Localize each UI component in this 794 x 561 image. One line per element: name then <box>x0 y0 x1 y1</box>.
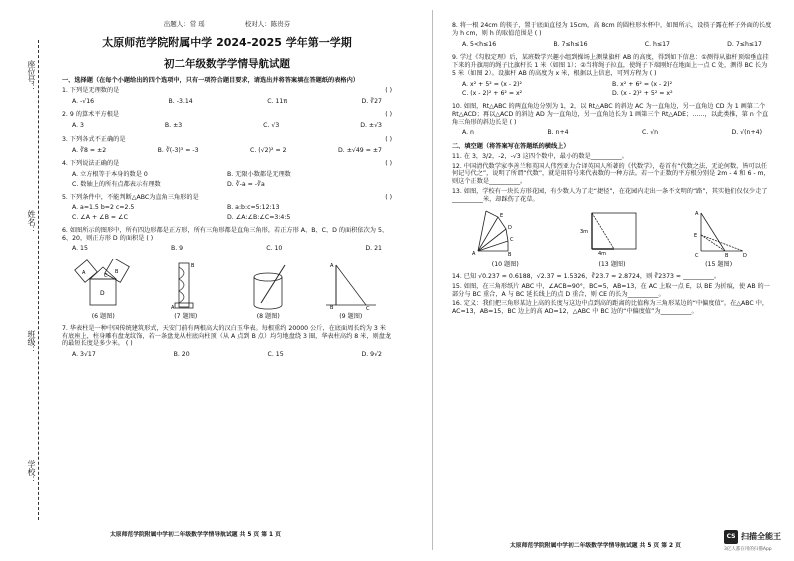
option: D. ∛-a = -∛a <box>227 180 265 188</box>
page-1-footer: 太原师范学院附属中学初二年级数学学情导航试题 共 5 页 第 1 页 <box>110 532 281 538</box>
figure-13 <box>574 207 649 257</box>
question-2: 2. 9 的算术平方根是 ( ) <box>62 111 392 119</box>
question-10: 10. 如图，Rt△ABC 的两直角边分别为 1，2，以 Rt△ABC 的斜边 AC 为一直角边，另一直角边 CD 为 1 画第二个 Rt△ACD；再以△ACD 的斜边 AD 为一直角边，另一直角边长为 1 画第三个 Rt△ADE；……，以此类推，第 n 个直角三角形的斜边长是 ( ) <box>452 103 769 126</box>
brand-name: 扫描全能王 <box>741 532 781 541</box>
label-E: E <box>499 213 503 220</box>
page-2 <box>452 20 772 318</box>
label-C: C <box>365 306 370 311</box>
question-2-options <box>62 122 392 130</box>
option: B. -3.14 <box>168 97 193 105</box>
caption: (15 题图) <box>705 261 733 269</box>
label-B: B <box>507 252 512 258</box>
option: B. 20 <box>173 351 190 358</box>
label-D: D <box>100 290 105 297</box>
option: C. ∠A + ∠B = ∠C <box>72 214 128 221</box>
option: C. 10 <box>266 245 283 253</box>
option: B. ±3 <box>164 122 183 129</box>
label-D: D <box>743 253 747 258</box>
option: B. 7≤h≤16 <box>553 40 588 48</box>
option: D. ±√3 <box>360 122 382 129</box>
question-6-options <box>62 245 392 253</box>
option: C. √3 <box>263 122 280 129</box>
question-1: 1. 下列是无理数的是 ( ) <box>62 86 392 94</box>
label-B: B <box>725 253 729 258</box>
figure-10 <box>468 207 543 257</box>
option: B. 无限小数都是无理数 <box>227 171 291 178</box>
label-B: B <box>329 305 334 311</box>
option: A. ∛8 = ±2 <box>72 146 107 154</box>
question-7-options <box>62 351 392 359</box>
option: D. ∠A:∠B:∠C=3:4:5 <box>227 214 291 221</box>
option: A. -√16 <box>72 97 95 105</box>
option: A. 5<h≤16 <box>462 40 497 48</box>
figure-captions-right <box>452 261 772 269</box>
caption: (13 题图) <box>598 261 626 269</box>
option: D. ∛27 <box>361 97 382 105</box>
figure-7 <box>151 259 221 311</box>
label-A: A <box>170 305 175 311</box>
option: D. 9√2 <box>361 351 382 358</box>
question-4-options <box>62 171 392 189</box>
reviewer: 校对人：陈贵芬 <box>244 20 291 28</box>
option: C. √n <box>641 129 659 137</box>
option: C. h≤17 <box>644 40 670 48</box>
option: B. x² + 6² = (x - 2)² <box>612 80 673 88</box>
label-C: C <box>104 273 108 279</box>
page-divider <box>432 10 433 550</box>
option: A. x² + 5² = (x - 2)² <box>462 80 522 88</box>
question-3: 3. 下列各式不正确的是 ( ) <box>62 135 392 143</box>
option: A. 3 <box>72 122 84 129</box>
exam-subtitle: 初二年级数学学情导航试题 <box>164 57 290 70</box>
exam-header <box>62 20 392 28</box>
setter: 出题人：常 瑶 <box>163 20 205 28</box>
option: D. ±√49 = ±7 <box>338 146 382 154</box>
label-A: A <box>471 251 476 258</box>
option: D. 21 <box>365 245 382 253</box>
option: D. √(n+4) <box>731 129 762 137</box>
figures-row <box>62 259 392 311</box>
label-B: B <box>115 269 119 275</box>
figures-row-right <box>452 207 772 257</box>
question-4: 4. 下列说法正确的是 ( ) <box>62 160 392 168</box>
label-A: A <box>329 263 334 269</box>
question-13: 13. 如图，学校有一块长方形花园，有少数人为了走“捷径”，在花园内走出一条不文明的“路”，其实他们仅仅少走了__________米，却踩伤了花草。 <box>452 187 768 203</box>
name-label: 姓名： <box>27 210 36 234</box>
caption: (8 题图) <box>256 313 280 320</box>
option: C. 15 <box>267 351 284 358</box>
question-15: 15. 如图，在三角形纸片 ABC 中，∠ACB=90°，BC=5，AB=13，在 AC 上取一点 E，以 BE 为折痕，使 AB 的一部分与 BC 重合，A 与 BC 延长线上的点 D 重合，则 CE 的长为__________。 <box>452 282 770 298</box>
label-B: B <box>190 263 195 269</box>
question-8-options <box>452 41 772 49</box>
question-16: 16. 定义：我们把三角形某边上高的长度与这边中点到高的距离的比值称为三角形某边的“中偏度值”。在△ABC 中，AC=13，AB=15，BC 边上的高 AD=12，△ABC 中 BC 边的“中偏度值”为__________。 <box>452 300 769 315</box>
label-D: D <box>507 225 512 232</box>
label-4m: 4m <box>598 251 607 258</box>
exam-title: 太原师范学院附属中学 2024-2025 学年第一学期 <box>102 36 352 50</box>
option: C. (√2)² = 2 <box>250 146 287 154</box>
question-12: 12. 中国清代数学家李善兰和英国人伟烈亚力合译英国人所著的《代数学》，卷首有“代数之法，无论何数，皆可以任何记号代之”，说明了所谓“代数”，就是用符号来代表数的一种方法。若一个正数的平方根分别是 2m - 4 和 6 - m，则这个正数是__________。 <box>452 162 770 185</box>
class-label: 班级： <box>27 330 36 354</box>
option: C. 11π <box>267 97 288 105</box>
option: B. n+4 <box>547 129 569 137</box>
figure-9 <box>316 259 386 311</box>
label-C: C <box>509 237 514 244</box>
section-1-heading: 一、选择题（在每个小题给出的四个选项中，只有一项符合题目要求，请选出并将答案填在答题纸的表格内） <box>62 77 359 84</box>
label-A: A <box>82 270 86 276</box>
option: D. 7≤h≤17 <box>727 40 762 48</box>
option: A. a=1.5 b=2 c=2.5 <box>72 204 135 212</box>
figure-15 <box>681 207 756 257</box>
option: A. 3√17 <box>72 351 96 358</box>
figure-captions <box>62 313 392 321</box>
question-6: 6. 如图所示的图形中，所有四边形都是正方形，所有三角形都是直角三角形，若正方形 A、B、C、D 的面积依次为 5、6、20，则正方形 D 的面积是 ( ) <box>62 226 389 242</box>
option: D. (x - 2)² + 5² = x² <box>612 90 673 98</box>
question-9: 9. 学过《勾股定理》后，某班数学兴趣小组到操场上测量旗杆 AB 的高度，得到如下信息：①测得从旗杆顶端垂直挂下来的升旗用的绳子比旗杆长 1 米（如图 1）；②当将绳子拉直，使绳子下端刚好在地面上一点 C 处，测得 BC 长为 5 米（如图 2）。设旗杆 AB 的高度为 x 米，根据以上信息，可列方程为 ( ) <box>452 54 769 77</box>
option: A. 立方根等于本身的数是 0 <box>72 171 148 178</box>
binding-margin <box>0 0 58 561</box>
question-3-options <box>62 147 392 155</box>
label-E: E <box>694 233 698 240</box>
question-11: 11. 在 3，3/2，-2，-√3 这四个数中，最小的数是__________。 <box>452 152 628 160</box>
page-1 <box>62 20 392 365</box>
section-2-heading: 二、填空题（将答案写在答题纸的横线上） <box>452 143 570 150</box>
caption: (10 题图) <box>491 261 519 269</box>
option: B. ∛(-3)³ = -3 <box>157 146 199 154</box>
question-8: 8. 将一根 24cm 的筷子，置于底面直径为 15cm，高 8cm 的圆柱形水杯中，如图所示，设筷子露在杯子外面的长度为 h cm，则 h 的取值范围是 ( ) <box>452 22 772 37</box>
question-7: 7. 华表柱是一种中国传统建筑形式，天安门前有两根高大的汉白玉华表。每根重约 20000 公斤，在底面周长约为 3 米有底座上，柱身雕有盘龙纹饰，若一条盘龙从柱底向柱顶（从 A 点到 B 点）均匀地盘绕 3 圈，华表柱高约 8 米，则盘龙的最短长度是多少米。 ( ) <box>62 324 392 348</box>
question-14: 14. 已知 √0.237 ≈ 0.6188，√2.37 ≈ 1.5326，∛23.7 ≈ 2.8724，则 ∛2373 ≈ __________。 <box>452 273 721 280</box>
question-1-options <box>62 98 392 106</box>
camscanner-logo-icon: CS <box>724 530 738 544</box>
figure-8 <box>233 259 303 311</box>
question-5-options <box>62 204 392 222</box>
caption: (6 题图) <box>91 313 115 320</box>
cut-line <box>38 40 39 520</box>
caption: (9 题图) <box>339 313 363 320</box>
question-10-options <box>452 129 772 137</box>
option: A. 15 <box>72 245 88 253</box>
option: C. (x - 2)² + 6² = x² <box>462 90 523 98</box>
label-A: A <box>695 211 699 218</box>
option: C. 数轴上的所有点都表示有理数 <box>72 180 161 188</box>
scanner-brand <box>724 530 781 544</box>
label-C: C <box>695 253 699 258</box>
option: B. a:b:c=5:12:13 <box>227 204 280 212</box>
label-3m: 3m <box>580 229 589 236</box>
option: B. 9 <box>171 245 184 253</box>
brand-tagline: 3亿人都在用的扫描App <box>724 547 772 552</box>
question-5: 5. 下列条件中，不能判断△ABC为直角三角形的是 ( ) <box>62 193 392 201</box>
question-9-options <box>452 81 772 99</box>
caption: (7 题图) <box>174 313 198 320</box>
school-label: 学校： <box>27 460 36 484</box>
seat-number-label: 座位号： <box>27 60 36 92</box>
option: A. n <box>462 129 474 137</box>
figure-6 <box>68 259 138 311</box>
page-2-footer: 太原师范学院附属中学初二年级数学学情导航试题 共 5 页 第 2 页 <box>510 543 681 549</box>
